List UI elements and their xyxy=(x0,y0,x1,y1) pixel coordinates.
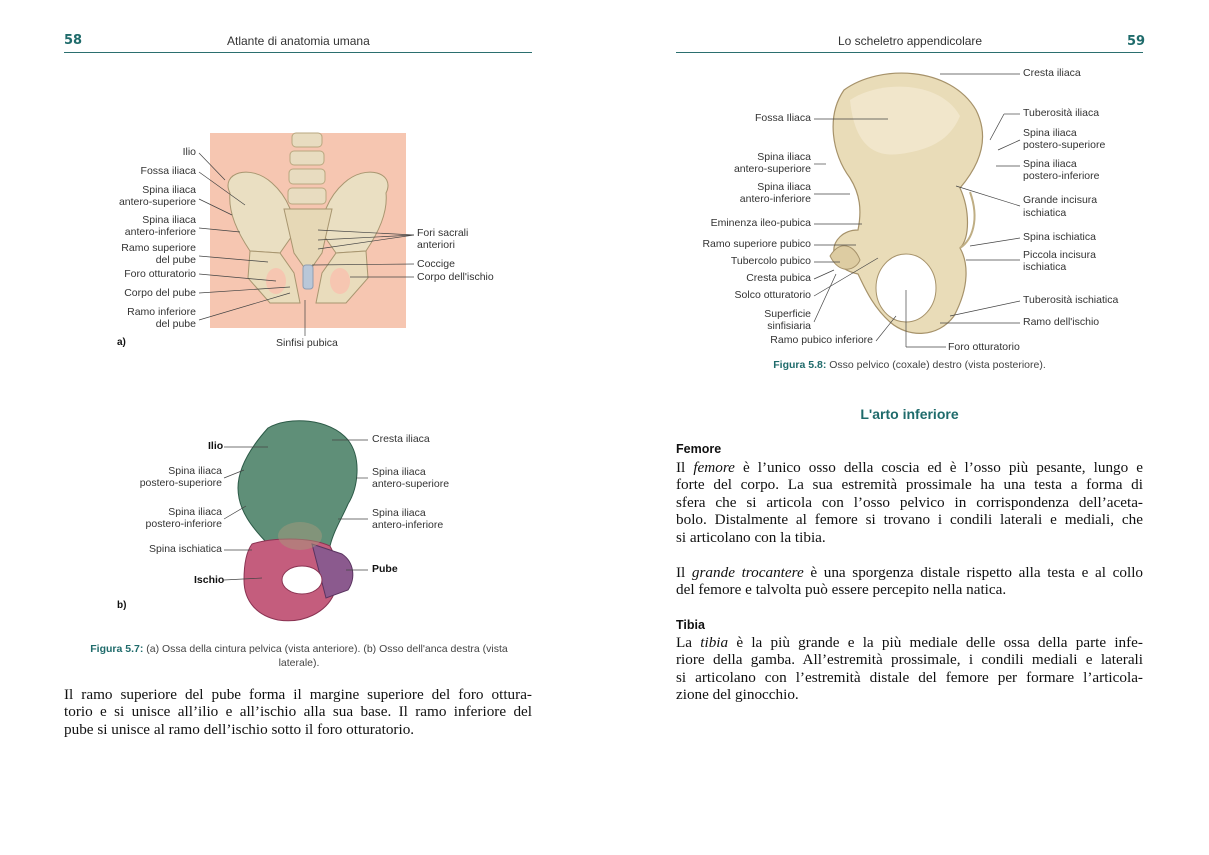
label-superficie-sinfisiaria-1: Superficie xyxy=(764,308,811,320)
label-ilio-a: Ilio xyxy=(182,146,196,158)
femore-line: bolo. Distalmente al femore si trovano i condili laterali e mediali, che xyxy=(676,511,1143,529)
label-ramo-sup-pubico: Ramo superiore pubico xyxy=(702,238,811,250)
femore-line: sfera che si articola con l’osso pelvico in corrispondenza dell’aceta- xyxy=(676,493,1143,511)
label-cresta-iliaca-r: Cresta iliaca xyxy=(1023,67,1081,79)
figure-5-8-caption xyxy=(676,358,1143,372)
label-tuberosita-ischiatica: Tuberosità ischiatica xyxy=(1023,294,1119,306)
label-piccola-incisura-2: ischiatica xyxy=(1023,261,1067,273)
label-foro-otturatorio-r: Foro otturatorio xyxy=(948,341,1020,353)
label-spina-ant-sup-r-2: antero-superiore xyxy=(733,163,811,175)
label-spina-ant-sup-a-1: Spina iliaca xyxy=(142,184,196,196)
label-spina-post-sup-r-2: postero-superiore xyxy=(1023,139,1106,151)
label-ischio-b: Ischio xyxy=(194,574,225,586)
label-ramo-sup-pube-1: Ramo superiore xyxy=(121,242,196,254)
tibia-line xyxy=(676,634,1143,651)
femore-line xyxy=(676,459,1143,476)
label-spina-post-inf-r-2: postero-inferiore xyxy=(1023,170,1100,182)
label-tuberosita-iliaca: Tuberosità iliaca xyxy=(1023,107,1100,119)
label-corpo-ischio: Corpo dell'ischio xyxy=(417,271,494,283)
label-corpo-pube: Corpo del pube xyxy=(124,287,196,299)
label-spina-ischiatica-r: Spina ischiatica xyxy=(1023,231,1096,243)
page-number-left: 58 xyxy=(64,33,83,48)
tibia-paragraph xyxy=(676,634,1143,704)
label-eminenza-ileo-pubica: Eminenza ileo-pubica xyxy=(710,217,811,229)
label-spina-post-sup-r-1: Spina iliaca xyxy=(1023,127,1077,139)
label-spina-ant-sup-b-1: Spina iliaca xyxy=(372,466,426,478)
femore-line xyxy=(676,564,1143,581)
label-foro-otturatorio-a: Foro otturatorio xyxy=(124,268,196,280)
left-body-line: pube si unisce al ramo dell’ischio sotto il foro otturatorio. xyxy=(64,720,415,738)
label-sinfisi-pubica: Sinfisi pubica xyxy=(276,337,338,349)
label-grande-incisura-1: Grande incisura xyxy=(1023,194,1098,206)
text-run: è una sporgenza distale rispetto alla testa e al collo xyxy=(803,564,1144,581)
label-coccige: Coccige xyxy=(417,258,455,270)
label-spina-ant-inf-a-2: antero-inferiore xyxy=(124,226,196,238)
femore-line: si articolano con la tibia. xyxy=(676,528,826,546)
subheading-tibia: Tibia xyxy=(676,618,705,632)
figure-5-7-caption-line1: (a) Ossa della cintura pelvica (vista anteriore). (b) Osso dell'anca destra (vista xyxy=(143,643,508,655)
label-piccola-incisura-1: Piccola incisura xyxy=(1023,249,1096,261)
label-spina-ant-inf-b-1: Spina iliaca xyxy=(372,507,426,519)
running-title-left: Atlante di anatomia umana xyxy=(227,34,370,48)
italic-term: grande trocantere xyxy=(691,564,804,581)
label-ramo-sup-pube-2: del pube xyxy=(155,254,196,266)
figure-5-8-caption-label: Figura 5.8: xyxy=(773,359,827,371)
label-spina-ant-inf-r-1: Spina iliaca xyxy=(757,181,811,193)
label-fossa-iliaca-a: Fossa iliaca xyxy=(140,165,196,177)
femore-paragraph-1 xyxy=(676,459,1143,546)
label-tubercolo-pubico: Tubercolo pubico xyxy=(730,255,811,267)
figure-5-7-caption-label: Figura 5.7: xyxy=(90,643,144,655)
label-ramo-inf-pube-2: del pube xyxy=(155,318,196,330)
femore-paragraph-2 xyxy=(676,564,1143,599)
label-spina-ant-inf-r-2: antero-inferiore xyxy=(739,193,811,205)
text-run: è la più grande e la più mediale delle ossa della parte infe- xyxy=(728,634,1143,651)
label-superficie-sinfisiaria-2: sinfisiaria xyxy=(767,320,811,332)
label-spina-post-inf-r-1: Spina iliaca xyxy=(1023,158,1077,170)
tibia-line: riore della gamba. All’estremità prossimale, i condili mediali e laterali xyxy=(676,651,1143,669)
label-grande-incisura-2: ischiatica xyxy=(1023,207,1067,219)
label-spina-ant-sup-b-2: antero-superiore xyxy=(372,478,450,490)
running-title-right: Lo scheletro appendicolare xyxy=(838,34,983,48)
section-title: L'arto inferiore xyxy=(860,406,959,422)
label-ilio-b: Ilio xyxy=(208,440,224,452)
text-run: Il xyxy=(676,459,694,476)
text-run: è l’unico osso della coscia ed è l’osso più pesante, lungo e xyxy=(734,459,1143,476)
label-spina-ant-inf-b-2: antero-inferiore xyxy=(372,519,444,531)
label-spina-ant-inf-a-1: Spina iliaca xyxy=(142,214,196,226)
text-run: La xyxy=(676,634,701,651)
panel-label-b: b) xyxy=(117,600,127,611)
label-fori-sacrali-2: anteriori xyxy=(417,239,455,251)
subheading-femore: Femore xyxy=(676,442,722,456)
label-spina-ischiatica-b: Spina ischiatica xyxy=(149,543,222,555)
label-ramo-ischio: Ramo dell'ischio xyxy=(1023,316,1100,328)
label-spina-post-sup-b-2: postero-superiore xyxy=(139,477,222,489)
label-ramo-inf-pube-1: Ramo inferiore xyxy=(127,306,196,318)
femore-line: del femore e talvolta può essere percepito nella natica. xyxy=(676,581,1007,599)
label-spina-post-inf-b-1: Spina iliaca xyxy=(168,506,222,518)
tibia-line: si articolano con l’estremità distale del femore per formare l’articola- xyxy=(676,668,1143,686)
italic-term: femore xyxy=(693,459,735,476)
label-spina-ant-sup-a-2: antero-superiore xyxy=(118,196,196,208)
italic-term: tibia xyxy=(700,634,729,651)
left-body-line: Il ramo superiore del pube forma il margine superiore del foro ottura- xyxy=(64,686,532,703)
femore-line: forte del corpo. La sua estremità prossimale ha una testa a forma di xyxy=(676,476,1143,494)
label-solco-otturatorio: Solco otturatorio xyxy=(734,289,811,301)
label-spina-post-inf-b-2: postero-inferiore xyxy=(145,518,222,530)
figure-5-8-caption-text: Osso pelvico (coxale) destro (vista posteriore). xyxy=(826,359,1046,371)
label-fori-sacrali-1: Fori sacrali xyxy=(417,227,469,239)
label-fossa-iliaca-r: Fossa Iliaca xyxy=(754,112,811,124)
label-cresta-iliaca-b: Cresta iliaca xyxy=(372,433,430,445)
panel-label-a: a) xyxy=(117,337,126,348)
left-body-line: torio e si unisce all’ilio e all’ischio alla sua base. Il ramo inferiore del xyxy=(64,703,532,721)
text-run: Il xyxy=(676,564,692,581)
label-spina-ant-sup-r-1: Spina iliaca xyxy=(757,151,811,163)
label-cresta-pubica: Cresta pubica xyxy=(746,272,811,284)
figure-5-7-caption-line2: laterale). xyxy=(278,657,320,669)
page-number-right: 59 xyxy=(1127,34,1146,49)
label-ramo-pubico-inferiore: Ramo pubico inferiore xyxy=(770,334,873,346)
label-pube-b: Pube xyxy=(372,563,398,575)
tibia-line: zione del ginocchio. xyxy=(676,686,799,704)
label-spina-post-sup-b-1: Spina iliaca xyxy=(168,465,222,477)
